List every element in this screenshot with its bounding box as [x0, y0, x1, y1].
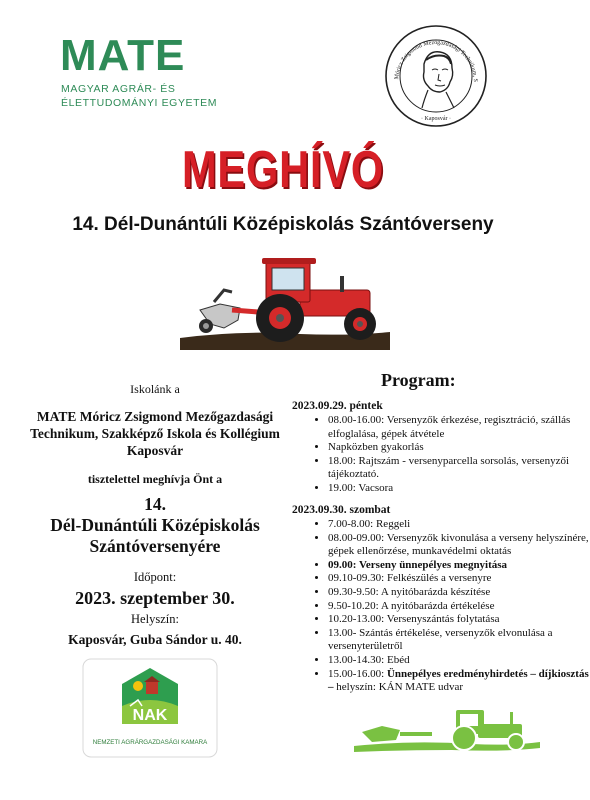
nak-emblem-icon: [82, 658, 218, 758]
nak-logo-name: NEMZETI AGRÁRGAZDASÁGI KAMARA: [92, 739, 208, 746]
seal-text: Móricz Zsigmond Mezőgazdasági Technikum, S: [394, 39, 479, 83]
nak-logo-abbr: NAK: [132, 707, 168, 724]
list-item: • 13.00-14.30: Ebéd: [328, 654, 590, 668]
list-item: • 19.00: Vacsora: [328, 482, 590, 496]
mate-logo-word: MATE: [60, 31, 186, 80]
page-title: MEGHÍVÓ: [181, 141, 385, 199]
program-day2-title: 2023.09.30. szombat: [292, 504, 391, 516]
place-label: Helyszín:: [131, 612, 179, 626]
event-name: [30, 494, 280, 557]
list-item: • Napközben gyakorlás: [328, 441, 590, 455]
list-item: • 08.00-16.00: Versenyzők érkezése, regisztráció, szállás elfoglalása, gépek átvétele: [328, 414, 590, 441]
mate-logo-line1: MAGYAR AGRÁR- ÉS: [61, 83, 176, 95]
date-value: 2023. szeptember 30.: [75, 588, 235, 608]
invitation-text: tisztelettel meghívja Önt a: [87, 472, 223, 486]
nak-logo: [82, 658, 218, 758]
program-day2-list: [292, 518, 590, 695]
list-item: • 09.00: Verseny ünnepélyes megnyitása: [328, 559, 590, 573]
list-item: [328, 668, 590, 695]
award-time: 15.00-16.00:: [328, 667, 385, 680]
award-ceremony: Ünnepélyes eredményhirdetés – díjkiosztás –: [328, 667, 589, 694]
seal-portrait-icon: [384, 24, 488, 128]
svg-text:· Kaposvár ·: · Kaposvár ·: [421, 116, 451, 122]
place-value: Kaposvár, Guba Sándor u. 40.: [68, 632, 242, 647]
school-name: MATE Móricz Zsigmond Mezőgazdasági Technikum, Szakképző Iskola és Kollégium Kaposvár: [30, 409, 280, 458]
event-subtitle: 14. Dél-Dunántúli Középiskolás Szántóverseny: [72, 214, 494, 235]
list-item: • 08.00-09.00: Versenyzők kivonulása a verseny helyszínére, gépek ellenőrzése, munkavédelmi oktatás: [328, 532, 590, 559]
list-item: • 18.00: Rajtszám - versenyparcella sorsolás, versenyzői tájékoztató.: [328, 455, 590, 482]
invitation-intro: Iskolánk a: [130, 382, 180, 396]
event-number: 14.: [144, 494, 166, 514]
event-name-line2: Dél-Dunántúli Középiskolás: [50, 515, 260, 535]
mate-logo: [60, 31, 230, 110]
tractor-illustration: [180, 250, 390, 350]
list-item: • 09.30-9.50: A nyitóbarázda készítése: [328, 586, 590, 600]
list-item: • 10.20-13.00: Versenyszántás folytatása: [328, 613, 590, 627]
school-seal: [384, 24, 488, 128]
mate-logo-line2: ÉLETTUDOMÁNYI EGYETEM: [61, 97, 218, 109]
green-tractor-icon: [352, 706, 542, 754]
list-item: • 13.00- Szántás értékelése, versenyzők elvonulása a versenyterületről: [328, 627, 590, 654]
event-name-line3: Szántóversenyére: [89, 536, 221, 556]
list-item: • 7.00-8.00: Reggeli: [328, 518, 590, 532]
green-tractor-illustration: [352, 706, 542, 754]
award-place: helyszín: KÁN MATE udvar: [336, 681, 464, 694]
red-tractor-icon: [180, 250, 390, 350]
list-item: • 9.50-10.20: A nyitóbarázda értékelése: [328, 600, 590, 614]
program-title: Program:: [381, 370, 456, 390]
program-day1-list: [292, 414, 590, 496]
program-day1-title: 2023.09.29. péntek: [292, 400, 383, 412]
date-label: Időpont:: [133, 570, 177, 584]
list-item: • 09.10-09.30: Felkészülés a versenyre: [328, 572, 590, 586]
